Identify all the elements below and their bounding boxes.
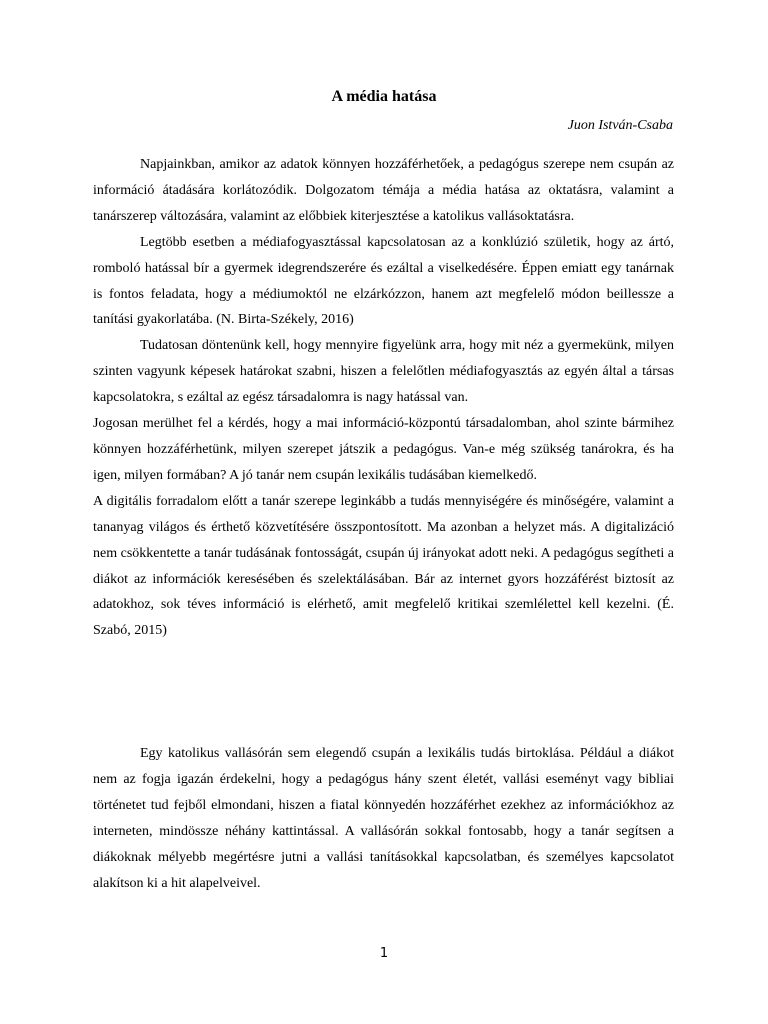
paragraph-4: Jogosan merülhet fel a kérdés, hogy a mai információ-központú társadalomban, ahol szinte bármihez könnyen hozzáférhetünk, milyen szerepet játszik a pedagógus. Van-e még szükség tanárokra, és ha igen, milyen formában? A jó tanár nem csupán lexikális tudásában kiemelkedő. <box>93 416 674 483</box>
paragraph-1: Napjainkban, amikor az adatok könnyen hozzáférhetőek, a pedagógus szerepe nem csupán az információ átadására korlátozódik. Dolgozatom témája a média hatása az oktatásra, valamint a tanárszerep változására, valamint az előbbiek kiterjesztése a katolikus vallásoktatásra. <box>93 157 674 224</box>
paragraph-2: Legtöbb esetben a médiafogyasztással kapcsolatosan az a konklúzió születik, hogy az ártó, romboló hatással bír a gyermek idegrendszerére és ezáltal a viselkedésére. Éppen emiatt egy tanárnak is fontos feladata, hogy a médiumoktól ne elzárkózzon, hanem azt megfelelő módon beillessze a tanítási gyakorlatába. (N. Birta-Székely, 2016) <box>93 234 674 328</box>
document-body-section-1 <box>93 152 674 644</box>
page-number: 1 <box>379 946 389 961</box>
document-author: Juon István-Csaba <box>567 118 673 133</box>
paragraph-6: Egy katolikus vallásórán sem elegendő csupán a lexikális tudás birtoklása. Például a diákot nem az fogja igazán érdekelni, hogy a pedagógus hány szent életét, vallási eseményt vagy bibliai történetet tud fejből elmondani, hiszen a fiatal könnyedén hozzáférhet ezekhez az információkhoz az interneten, mindössze néhány kattintással. A vallásórán sokkal fontosabb, hogy a tanár segítsen a diákoknak mélyebb megértésre jutni a vallási tanításokkal kapcsolatban, és személyes kapcsolatot alakítson ki a hit alapelveivel. <box>93 746 674 891</box>
paragraph-3: Tudatosan döntenünk kell, hogy mennyire figyelünk arra, hogy mit néz a gyermekünk, milyen szinten vagyunk képesek határokat szabni, hiszen a felelőtlen médiafogyasztás az egyén által a társas kapcsolatokra, s ezáltal az egész társadalomra is nagy hatással van. <box>93 338 674 406</box>
document-body-section-2 <box>93 741 674 896</box>
paragraph-5: A digitális forradalom előtt a tanár szerepe leginkább a tudás mennyiségére és minőségére, valamint a tananyag világos és érthető közvetítésére összpontosított. Ma azonban a helyzet más. A digitalizáció nem csökkentette a tanár tudásának fontosságát, csupán új irányokat adott neki. A pedagógus segítheti a diákot az információk keresésében és szelektálásában. Bár az internet gyors hozzáférést biztosít az adatokhoz, sok téves információ is elérhető, amit megfelelő kritikai szemlélettel kell kezelni. (É. Szabó, 2015) <box>93 493 674 639</box>
document-title: A média hatása <box>331 88 437 105</box>
